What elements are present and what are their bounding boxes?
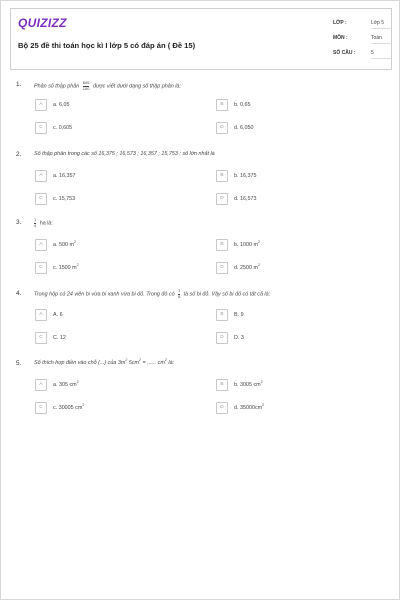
option-c[interactable] <box>35 122 185 134</box>
option-d[interactable] <box>216 402 366 414</box>
option-letter-box: D <box>216 122 228 134</box>
superscript: 2 <box>73 240 76 245</box>
option-b[interactable] <box>216 239 366 251</box>
fraction-denominator: 100 <box>82 85 90 91</box>
superscript: 2 <box>139 358 142 363</box>
option-value: b. 3005 cm <box>234 382 261 388</box>
option-value: b. 1000 m <box>234 242 258 248</box>
option-text: b. 0,65 <box>234 102 251 108</box>
option-letter-box: D <box>216 262 228 274</box>
option-letter-box: B <box>216 379 228 391</box>
fraction-numerator: 1 <box>178 288 181 293</box>
option-b[interactable] <box>216 170 366 182</box>
meta-key: SỐ CÂU : <box>333 50 356 56</box>
option-text: D. 3 <box>234 335 244 341</box>
option-text <box>53 265 79 271</box>
superscript: 2 <box>125 358 128 363</box>
option-letter-box: C <box>35 402 47 414</box>
question-number: 2. <box>16 151 22 158</box>
question-text-after: là: <box>166 360 175 366</box>
option-text: a. 16,357 <box>53 173 76 179</box>
option-a[interactable] <box>35 170 185 182</box>
option-letter-box: C <box>35 262 47 274</box>
option-value: c. 1500 m <box>53 265 77 271</box>
option-d[interactable] <box>216 332 366 344</box>
option-value: a. 500 m <box>53 242 74 248</box>
option-value: d. 2500 m <box>234 265 258 271</box>
superscript: 2 <box>260 380 263 385</box>
option-letter-box: A <box>35 170 47 182</box>
option-letter-box: C <box>35 332 47 344</box>
option-letter-box: B <box>216 99 228 111</box>
option-letter-box: D <box>216 402 228 414</box>
superscript: 2 <box>76 263 79 268</box>
option-text <box>53 242 76 248</box>
option-text <box>234 265 260 271</box>
question-text-after: được viết dưới dạng số thập phân là: <box>92 83 181 90</box>
meta-value: 5 <box>371 50 391 59</box>
question-number: 5. <box>16 360 22 367</box>
option-c[interactable] <box>35 193 185 205</box>
option-letter-box: A <box>35 309 47 321</box>
option-a[interactable] <box>35 99 185 111</box>
option-letter-box: B <box>216 170 228 182</box>
option-a[interactable] <box>35 309 185 321</box>
meta-value: Toán <box>371 35 391 44</box>
question-number: 4. <box>16 290 22 297</box>
meta-row-class <box>333 17 389 32</box>
option-letter-box: C <box>35 193 47 205</box>
option-letter-box: A <box>35 379 47 391</box>
option-letter-box: D <box>216 193 228 205</box>
question-text-before: Số thích hợp điền vào chỗ (...) của 3m <box>34 360 126 366</box>
fraction <box>83 81 90 91</box>
superscript: 2 <box>262 403 265 408</box>
meta-key: MÔN : <box>333 35 348 41</box>
option-text: B. 9 <box>234 312 244 318</box>
option-text: C. 12 <box>53 335 66 341</box>
question-text <box>34 289 270 299</box>
meta-row-count <box>333 47 389 62</box>
option-text: c. 15,753 <box>53 196 76 202</box>
option-text: A. 6 <box>53 312 63 318</box>
option-text: d. 6,050 <box>234 125 254 131</box>
option-c[interactable] <box>35 262 185 274</box>
question-text <box>34 360 174 366</box>
option-text <box>234 382 263 388</box>
fraction-denominator: 8 <box>178 293 181 299</box>
fraction <box>34 218 36 228</box>
superscript: 2 <box>164 358 167 363</box>
option-text <box>53 382 79 388</box>
fraction-denominator: 4 <box>34 222 37 228</box>
question-number: 1. <box>16 81 22 88</box>
option-letter-box: A <box>35 239 47 251</box>
question-text <box>34 81 181 91</box>
option-d[interactable] <box>216 262 366 274</box>
superscript: 2 <box>257 240 260 245</box>
meta-table <box>333 17 389 62</box>
option-text: a. 6,05 <box>53 102 70 108</box>
option-d[interactable] <box>216 193 366 205</box>
question-text-before: Phân số thập phân <box>34 83 80 90</box>
fraction-numerator: 605 <box>82 80 90 85</box>
fraction <box>178 289 180 299</box>
option-b[interactable] <box>216 99 366 111</box>
meta-value: Lớp 5 <box>371 20 391 29</box>
question-text-after: ha là: <box>39 220 53 227</box>
option-letter-box: B <box>216 309 228 321</box>
question-text-after: là số bi đỏ. Vậy số bi đỏ có tất cả là: <box>183 291 271 298</box>
question-number: 3. <box>16 219 22 226</box>
option-letter-box: C <box>35 122 47 134</box>
option-b[interactable] <box>216 379 366 391</box>
question-text-before: Trong hộp có 24 viên bi vừa bi xanh vừa bi đỏ. Trong đó có <box>34 291 175 298</box>
option-a[interactable] <box>35 379 185 391</box>
superscript: 2 <box>82 403 85 408</box>
quizizz-logo: QUIZIZZ <box>18 16 67 30</box>
meta-key: LỚP : <box>333 20 347 26</box>
option-c[interactable] <box>35 332 185 344</box>
option-letter-box: D <box>216 332 228 344</box>
option-text <box>53 405 84 411</box>
option-c[interactable] <box>35 402 185 414</box>
option-b[interactable] <box>216 309 366 321</box>
option-letter-box: B <box>216 239 228 251</box>
option-text <box>234 242 260 248</box>
option-d[interactable] <box>216 122 366 134</box>
option-a[interactable] <box>35 239 185 251</box>
option-value: a. 305 cm <box>53 382 77 388</box>
worksheet-title: Bộ 25 đề thi toán học kì I lớp 5 có đáp án ( Đề 15) <box>18 41 196 50</box>
meta-row-subject <box>333 32 389 47</box>
option-text: b. 16,375 <box>234 173 257 179</box>
option-letter-box: A <box>35 99 47 111</box>
option-text <box>234 405 264 411</box>
option-value: c. 30005 cm <box>53 405 83 411</box>
option-text: d. 16,573 <box>234 196 257 202</box>
question-text-mid2: = ...... cm <box>141 360 165 366</box>
superscript: 2 <box>257 263 260 268</box>
worksheet-header <box>10 8 392 70</box>
question-text: Số thập phân trong các số 16,375 ; 16,573 ; 16,357 ; 15,753 : số lớn nhất là <box>34 151 215 157</box>
question-text-mid: 5cm <box>127 360 140 366</box>
fraction-numerator: 1 <box>34 217 37 222</box>
option-text: c. 0,605 <box>53 125 73 131</box>
option-value: d. 35000cm <box>234 405 263 411</box>
question-text <box>34 218 53 228</box>
superscript: 2 <box>76 380 79 385</box>
